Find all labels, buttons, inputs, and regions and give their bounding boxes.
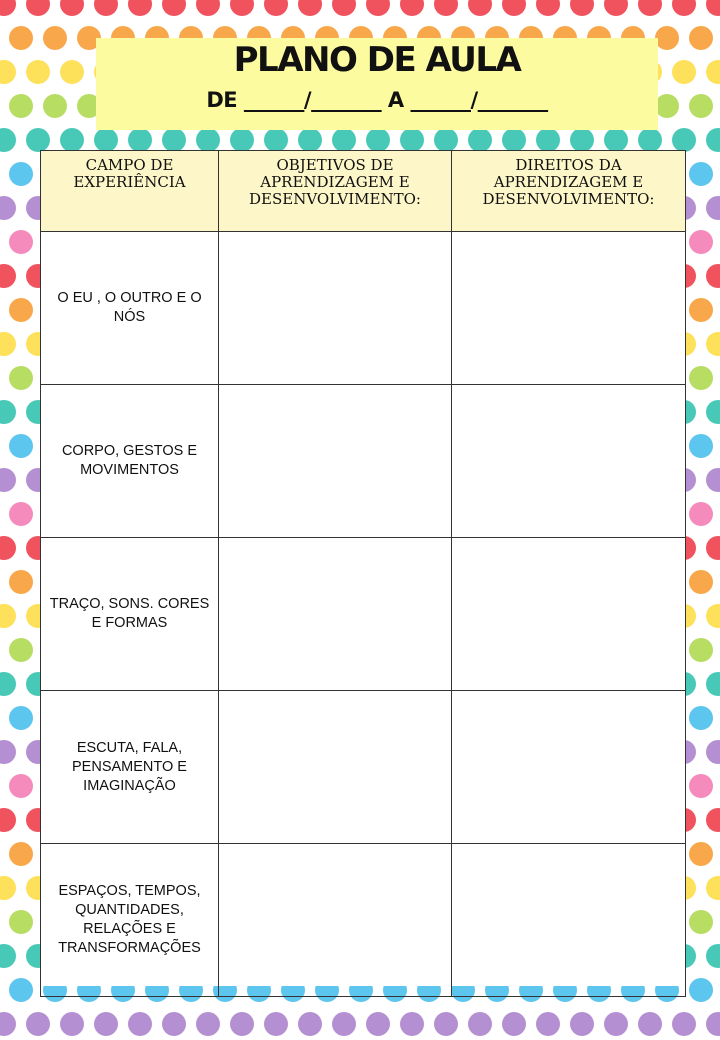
column-header-direitos: DIREITOS DA APRENDIZAGEM E DESENVOLVIMENTO: — [452, 151, 686, 232]
polka-dot — [434, 0, 458, 16]
polka-dot — [0, 808, 16, 832]
row-label: O EU , O OUTRO E O NÓS — [41, 232, 219, 385]
polka-dot — [689, 706, 713, 730]
polka-dot — [332, 128, 356, 152]
polka-dot — [264, 1012, 288, 1036]
polka-dot — [400, 1012, 424, 1036]
polka-dot — [9, 230, 33, 254]
polka-dot — [26, 60, 50, 84]
polka-dot — [162, 1012, 186, 1036]
objetivos-cell[interactable] — [219, 232, 452, 385]
polka-dot — [706, 808, 720, 832]
polka-dot — [604, 1012, 628, 1036]
polka-dot — [196, 128, 220, 152]
polka-dot — [9, 910, 33, 934]
polka-dot — [689, 162, 713, 186]
polka-dot — [332, 0, 356, 16]
objetivos-cell[interactable] — [219, 538, 452, 691]
direitos-cell[interactable] — [452, 385, 686, 538]
polka-dot — [60, 60, 84, 84]
polka-dot — [689, 94, 713, 118]
polka-dot — [0, 60, 16, 84]
polka-dot — [298, 1012, 322, 1036]
polka-dot — [536, 0, 560, 16]
objetivos-cell[interactable] — [219, 385, 452, 538]
polka-dot — [604, 128, 628, 152]
polka-dot — [689, 502, 713, 526]
polka-dot — [43, 26, 67, 50]
polka-dot — [689, 366, 713, 390]
polka-dot — [689, 978, 713, 1002]
polka-dot — [0, 468, 16, 492]
polka-dot — [468, 0, 492, 16]
polka-dot — [689, 434, 713, 458]
polka-dot — [689, 910, 713, 934]
polka-dot — [162, 0, 186, 16]
polka-dot — [332, 1012, 356, 1036]
polka-dot — [672, 128, 696, 152]
polka-dot — [128, 128, 152, 152]
polka-dot — [706, 604, 720, 628]
polka-dot — [706, 400, 720, 424]
polka-dot — [9, 366, 33, 390]
polka-dot — [689, 570, 713, 594]
table-row — [41, 538, 686, 691]
polka-dot — [706, 740, 720, 764]
polka-dot — [502, 0, 526, 16]
polka-dot — [689, 638, 713, 662]
polka-dot — [400, 0, 424, 16]
polka-dot — [230, 128, 254, 152]
polka-dot — [9, 638, 33, 662]
polka-dot — [672, 1012, 696, 1036]
polka-dot — [689, 842, 713, 866]
column-header-campo: CAMPO DE EXPERIÊNCIA — [41, 151, 219, 232]
polka-dot — [502, 1012, 526, 1036]
polka-dot — [0, 1012, 16, 1036]
direitos-cell[interactable] — [452, 538, 686, 691]
table-header-row — [41, 151, 686, 232]
polka-dot — [9, 162, 33, 186]
polka-dot — [638, 1012, 662, 1036]
polka-dot — [298, 128, 322, 152]
polka-dot — [502, 128, 526, 152]
polka-dot — [0, 128, 16, 152]
polka-dot — [706, 944, 720, 968]
polka-dot — [230, 1012, 254, 1036]
polka-dot — [9, 298, 33, 322]
polka-dot — [94, 1012, 118, 1036]
polka-dot — [655, 26, 679, 50]
polka-dot — [264, 128, 288, 152]
polka-dot — [604, 0, 628, 16]
polka-dot — [9, 94, 33, 118]
polka-dot — [689, 26, 713, 50]
polka-dot — [0, 536, 16, 560]
lesson-plan-table — [40, 150, 685, 986]
polka-dot — [196, 1012, 220, 1036]
polka-dot — [536, 1012, 560, 1036]
polka-dot — [0, 264, 16, 288]
polka-dot — [196, 0, 220, 16]
polka-dot — [9, 26, 33, 50]
polka-dot — [570, 1012, 594, 1036]
polka-dot — [0, 672, 16, 696]
table-row — [41, 232, 686, 385]
polka-dot — [689, 230, 713, 254]
polka-dot — [638, 0, 662, 16]
polka-dot — [655, 94, 679, 118]
polka-dot — [9, 774, 33, 798]
page-title: PLANO DE AULA — [233, 40, 521, 80]
polka-dot — [9, 978, 33, 1002]
polka-dot — [60, 0, 84, 16]
polka-dot — [26, 0, 50, 16]
polka-dot — [94, 0, 118, 16]
polka-dot — [689, 298, 713, 322]
row-label: ESCUTA, FALA, PENSAMENTO E IMAGINAÇÃO — [41, 691, 219, 844]
polka-dot — [706, 60, 720, 84]
polka-dot — [230, 0, 254, 16]
polka-dot — [0, 740, 16, 764]
polka-dot — [26, 128, 50, 152]
polka-dot — [706, 332, 720, 356]
polka-dot — [0, 332, 16, 356]
polka-dot — [706, 876, 720, 900]
polka-dot — [536, 128, 560, 152]
row-label: CORPO, GESTOS E MOVIMENTOS — [41, 385, 219, 538]
polka-dot — [570, 128, 594, 152]
date-range-line: DE ______/_______ A ______/_______ — [206, 88, 548, 112]
polka-dot — [298, 0, 322, 16]
polka-dot — [706, 1012, 720, 1036]
polka-dot — [434, 1012, 458, 1036]
objetivos-cell[interactable] — [219, 844, 452, 997]
polka-dot — [468, 1012, 492, 1036]
polka-dot — [672, 60, 696, 84]
polka-dot — [128, 0, 152, 16]
polka-dot — [468, 128, 492, 152]
polka-dot — [672, 0, 696, 16]
table-row — [41, 691, 686, 844]
polka-dot — [264, 0, 288, 16]
polka-dot — [0, 0, 16, 16]
polka-dot — [9, 842, 33, 866]
polka-dot — [0, 604, 16, 628]
polka-dot — [706, 128, 720, 152]
header-banner — [96, 38, 658, 130]
polka-dot — [570, 0, 594, 16]
polka-dot — [9, 434, 33, 458]
polka-dot — [706, 196, 720, 220]
direitos-cell[interactable] — [452, 691, 686, 844]
objetivos-cell[interactable] — [219, 691, 452, 844]
polka-dot — [94, 128, 118, 152]
polka-dot — [366, 1012, 390, 1036]
polka-dot — [638, 128, 662, 152]
polka-dot — [9, 706, 33, 730]
polka-dot — [43, 94, 67, 118]
polka-dot — [162, 128, 186, 152]
polka-dot — [9, 570, 33, 594]
polka-dot — [60, 1012, 84, 1036]
table-row — [41, 844, 686, 997]
polka-dot — [0, 944, 16, 968]
direitos-cell[interactable] — [452, 844, 686, 997]
polka-dot — [434, 128, 458, 152]
polka-dot — [128, 1012, 152, 1036]
table-row — [41, 385, 686, 538]
polka-dot — [706, 672, 720, 696]
polka-dot — [0, 400, 16, 424]
column-header-objetivos: OBJETIVOS DE APRENDIZAGEM E DESENVOLVIMENTO: — [219, 151, 452, 232]
polka-dot — [366, 0, 390, 16]
polka-dot — [706, 536, 720, 560]
polka-dot — [689, 774, 713, 798]
polka-dot — [366, 128, 390, 152]
polka-dot — [0, 876, 16, 900]
polka-dot — [706, 468, 720, 492]
polka-dot — [0, 196, 16, 220]
polka-dot — [706, 264, 720, 288]
polka-dot — [706, 0, 720, 16]
row-label: ESPAÇOS, TEMPOS, QUANTIDADES, RELAÇÕES E TRANSFORMAÇÕES — [41, 844, 219, 997]
polka-dot — [26, 1012, 50, 1036]
direitos-cell[interactable] — [452, 232, 686, 385]
polka-dot — [60, 128, 84, 152]
polka-dot — [9, 502, 33, 526]
polka-dot — [400, 128, 424, 152]
row-label: TRAÇO, SONS. CORES E FORMAS — [41, 538, 219, 691]
